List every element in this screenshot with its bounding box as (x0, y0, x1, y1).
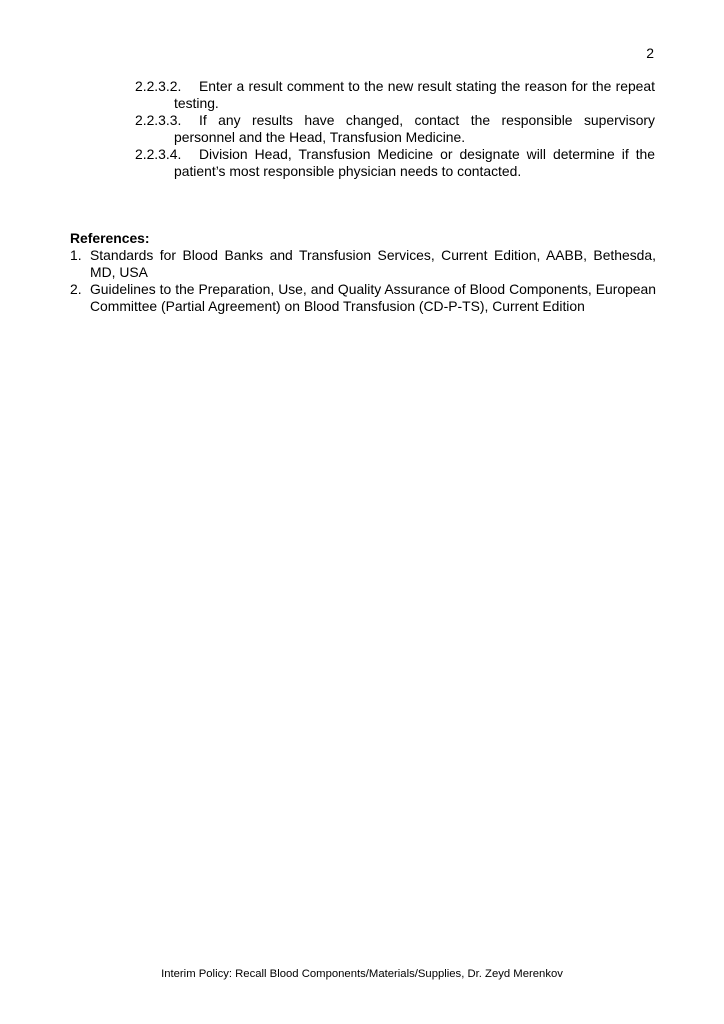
references-list (70, 247, 656, 315)
references-section (70, 230, 656, 315)
step-number: 2.2.3.2. (135, 78, 182, 94)
procedure-steps (135, 78, 655, 180)
step-text: Division Head, Transfusion Medicine or designate will determine if the patient’s most responsible physician needs to contacted. (174, 146, 655, 179)
references-heading: References: (70, 230, 150, 246)
reference-item (70, 247, 656, 281)
reference-number: 1. (70, 247, 82, 263)
step-number: 2.2.3.4. (135, 146, 182, 162)
reference-text: Standards for Blood Banks and Transfusion Services, Current Edition, AABB, Bethesda, MD, USA (90, 247, 656, 280)
page-number: 2 (646, 45, 654, 61)
page-footer: Interim Policy: Recall Blood Components/Materials/Supplies, Dr. Zeyd Merenkov (161, 968, 563, 980)
procedure-step (135, 112, 655, 146)
step-text: If any results have changed, contact the responsible supervisory personnel and the Head, Transfusion Medicine. (174, 112, 655, 145)
step-text: Enter a result comment to the new result stating the reason for the repeat testing. (174, 78, 655, 111)
procedure-step (135, 146, 655, 180)
procedure-step (135, 78, 655, 112)
step-number: 2.2.3.3. (135, 112, 182, 128)
reference-text: Guidelines to the Preparation, Use, and Quality Assurance of Blood Components, European Committee (Partial Agreement) on Blood Transfusion (CD-P-TS), Current Edition (90, 281, 656, 314)
reference-item (70, 281, 656, 315)
reference-number: 2. (70, 281, 82, 297)
